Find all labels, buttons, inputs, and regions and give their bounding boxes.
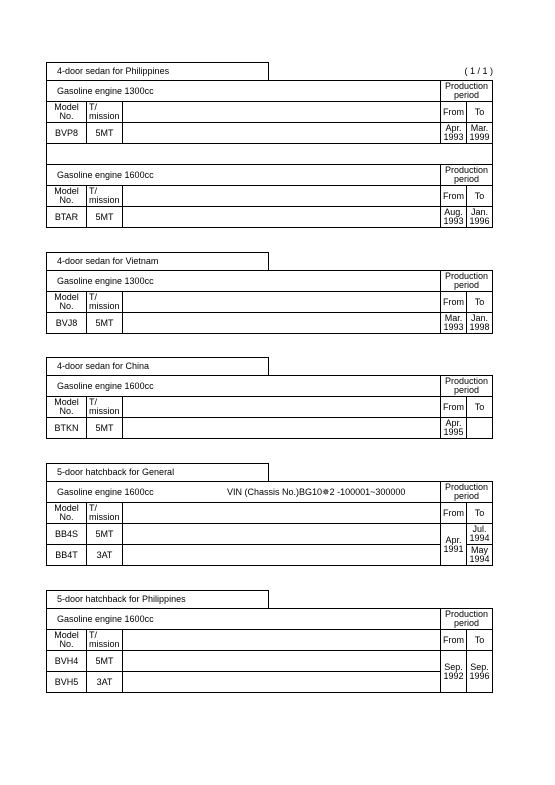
tmission-header: T/ mission [87, 630, 123, 651]
to-header: To [467, 292, 493, 313]
engine-label: Gasoline engine 1300cc [47, 271, 441, 292]
production-period-header: Production period [441, 609, 493, 630]
model-code: BVH4 [47, 651, 87, 672]
model-code: BB4T [47, 545, 87, 566]
production-period-header: Production period [441, 271, 493, 292]
production-period-header: Production period [441, 376, 493, 397]
tmission-header: T/ mission [87, 102, 123, 123]
model-code: BTAR [47, 207, 87, 228]
section-title: 5-door hatchback for Philippines [46, 590, 269, 608]
spec-table [46, 80, 493, 228]
tmission-header: T/ mission [87, 292, 123, 313]
model-code: BB4S [47, 524, 87, 545]
section-title: 4-door sedan for Vietnam [46, 252, 269, 270]
section-title: 5-door hatchback for General [46, 463, 269, 481]
transmission: 5MT [87, 313, 123, 334]
vin-range: VIN (Chassis No.)BG10✵2 -100001~300000 [227, 486, 406, 497]
model-no-header: Model No. [47, 102, 87, 123]
model-code: BTKN [47, 418, 87, 439]
tmission-header: T/ mission [87, 186, 123, 207]
from-header: From [441, 503, 467, 524]
to-date [467, 418, 493, 439]
to-header: To [467, 397, 493, 418]
transmission: 3AT [87, 545, 123, 566]
from-header: From [441, 292, 467, 313]
production-period-header: Production period [441, 482, 493, 503]
production-period-header: Production period [441, 81, 493, 102]
model-no-header: Model No. [47, 397, 87, 418]
spec-table [46, 481, 493, 566]
engine-label: Gasoline engine 1600cc VIN (Chassis No.)BG10✵2 -100001~300000 [47, 482, 441, 503]
to-header: To [467, 630, 493, 651]
section-title: 4-door sedan for Philippines [46, 62, 269, 80]
from-header: From [441, 630, 467, 651]
spec-table [46, 375, 493, 439]
from-date: Sep. 1992 [441, 651, 467, 693]
to-header: To [467, 186, 493, 207]
transmission: 3AT [87, 672, 123, 693]
transmission: 5MT [87, 207, 123, 228]
to-date: Sep. 1996 [467, 651, 493, 693]
to-header: To [467, 102, 493, 123]
transmission: 5MT [87, 418, 123, 439]
to-date: Jul. 1994 [467, 524, 493, 545]
model-no-header: Model No. [47, 503, 87, 524]
from-date: Aug. 1993 [441, 207, 467, 228]
from-header: From [441, 397, 467, 418]
section-title: 4-door sedan for China [46, 357, 269, 375]
from-date: Mar. 1993 [441, 313, 467, 334]
from-date: Apr. 1995 [441, 418, 467, 439]
from-date: Apr. 1991 [441, 524, 467, 566]
tmission-header: T/ mission [87, 397, 123, 418]
to-header: To [467, 503, 493, 524]
spec-table [46, 608, 493, 693]
from-header: From [441, 102, 467, 123]
model-code: BVH5 [47, 672, 87, 693]
engine-label: Gasoline engine 1600cc [47, 376, 441, 397]
to-date: Mar. 1999 [467, 123, 493, 144]
model-no-header: Model No. [47, 292, 87, 313]
transmission: 5MT [87, 651, 123, 672]
tmission-header: T/ mission [87, 503, 123, 524]
model-no-header: Model No. [47, 630, 87, 651]
model-no-header: Model No. [47, 186, 87, 207]
from-header: From [441, 186, 467, 207]
page-number: ( 1 / 1 ) [464, 66, 493, 76]
engine-label: Gasoline engine 1600cc [47, 609, 441, 630]
to-date: Jan. 1998 [467, 313, 493, 334]
engine-label: Gasoline engine 1300cc [47, 81, 441, 102]
from-date: Apr. 1993 [441, 123, 467, 144]
production-period-header: Production period [441, 165, 493, 186]
spec-table [46, 270, 493, 334]
engine-label: Gasoline engine 1600cc [47, 165, 441, 186]
model-code: BVJ8 [47, 313, 87, 334]
to-date: Jan. 1996 [467, 207, 493, 228]
transmission: 5MT [87, 123, 123, 144]
transmission: 5MT [87, 524, 123, 545]
to-date: May 1994 [467, 545, 493, 566]
model-code: BVP8 [47, 123, 87, 144]
